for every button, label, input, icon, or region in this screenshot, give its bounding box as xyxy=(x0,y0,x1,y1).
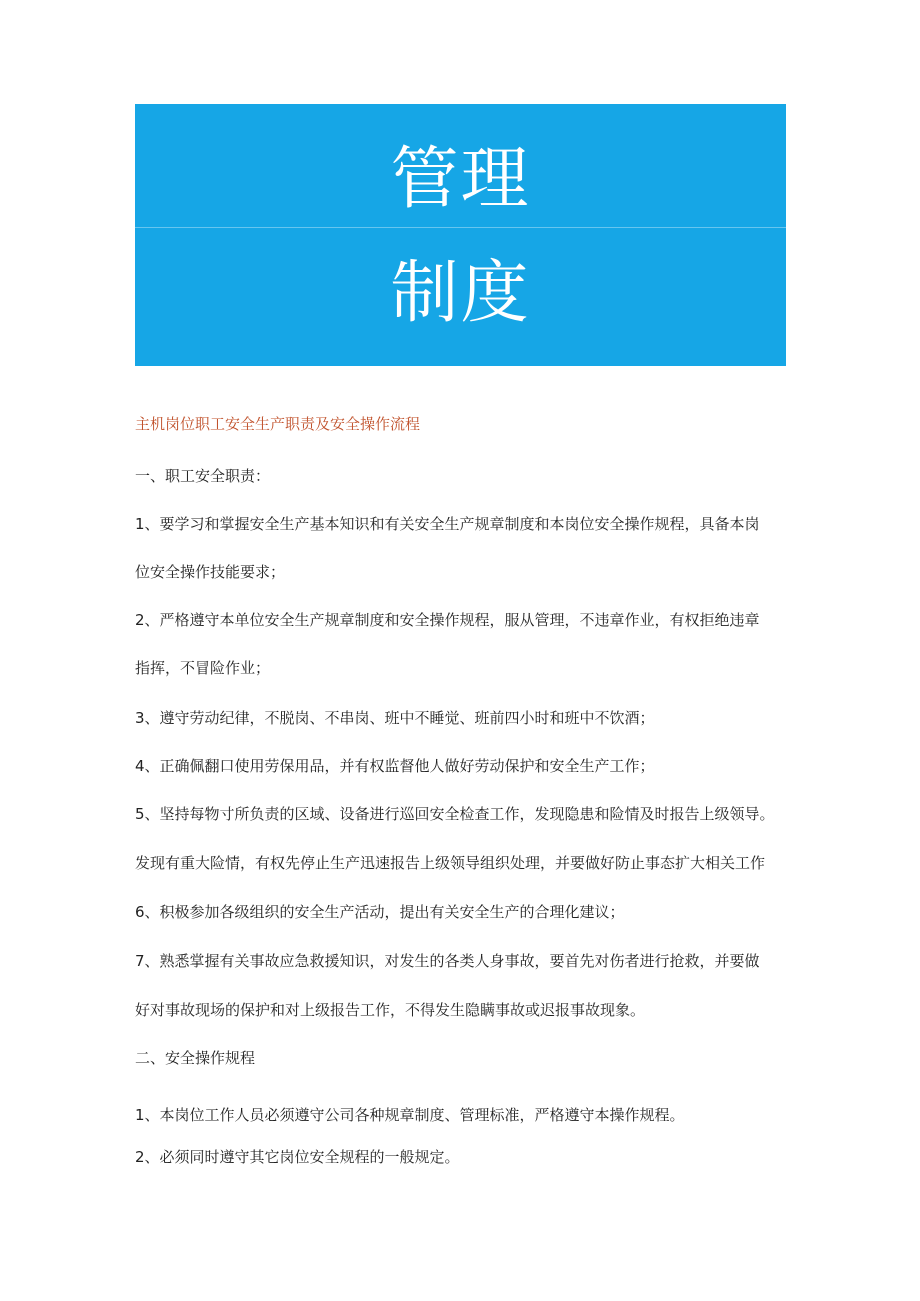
paragraph-line: 指挥，不冒险作业； xyxy=(135,659,271,677)
title-banner xyxy=(135,104,786,366)
paragraph-line: 3、遵守劳动纪律，不脱岗、不串岗、班中不睡觉、班前四小时和班中不饮酒； xyxy=(135,709,655,727)
banner-divider xyxy=(135,227,786,228)
section-heading-operations: 二、安全操作规程 xyxy=(135,1049,256,1067)
paragraph-line: 6、积极参加各级组织的安全生产活动，提出有关安全生产的合理化建议； xyxy=(135,903,625,921)
document-title: 主机岗位职工安全生产职责及安全操作流程 xyxy=(135,415,421,433)
banner-title-line-1: 管理 xyxy=(390,140,531,219)
paragraph-line: 5、坚持每物寸所负责的区域、设备进行巡回安全检查工作，发现隐患和险情及时报告上级领导。 xyxy=(135,805,775,823)
paragraph-line: 4、正确佩翻口使用劳保用品，并有权监督他人做好劳动保护和安全生产工作； xyxy=(135,757,655,775)
banner-title-line-2: 制度 xyxy=(390,254,531,333)
paragraph-line: 1、本岗位工作人员必须遵守公司各种规章制度、管理标准，严格遵守本操作规程。 xyxy=(135,1106,685,1124)
paragraph-line: 7、熟悉掌握有关事故应急救援知识，对发生的各类人身事故，要首先对伤者进行抢救，并要做 xyxy=(135,952,760,970)
paragraph-line: 1、要学习和掌握安全生产基本知识和有关安全生产规章制度和本岗位安全操作规程，具备本岗 xyxy=(135,515,760,533)
paragraph-line: 2、必须同时遵守其它岗位安全规程的一般规定。 xyxy=(135,1148,460,1166)
paragraph-line: 2、严格遵守本单位安全生产规章制度和安全操作规程，服从管理，不违章作业，有权拒绝违章 xyxy=(135,611,760,629)
section-heading-duties: 一、职工安全职责： xyxy=(135,467,271,485)
paragraph-line: 好对事故现场的保护和对上级报告工作，不得发生隐瞒事故或迟报事故现象。 xyxy=(135,1001,646,1019)
paragraph-line: 位安全操作技能要求； xyxy=(135,563,286,581)
paragraph-line: 发现有重大险情，有权先停止生产迅速报告上级领导组织处理，并要做好防止事态扩大相关工作 xyxy=(135,854,766,872)
